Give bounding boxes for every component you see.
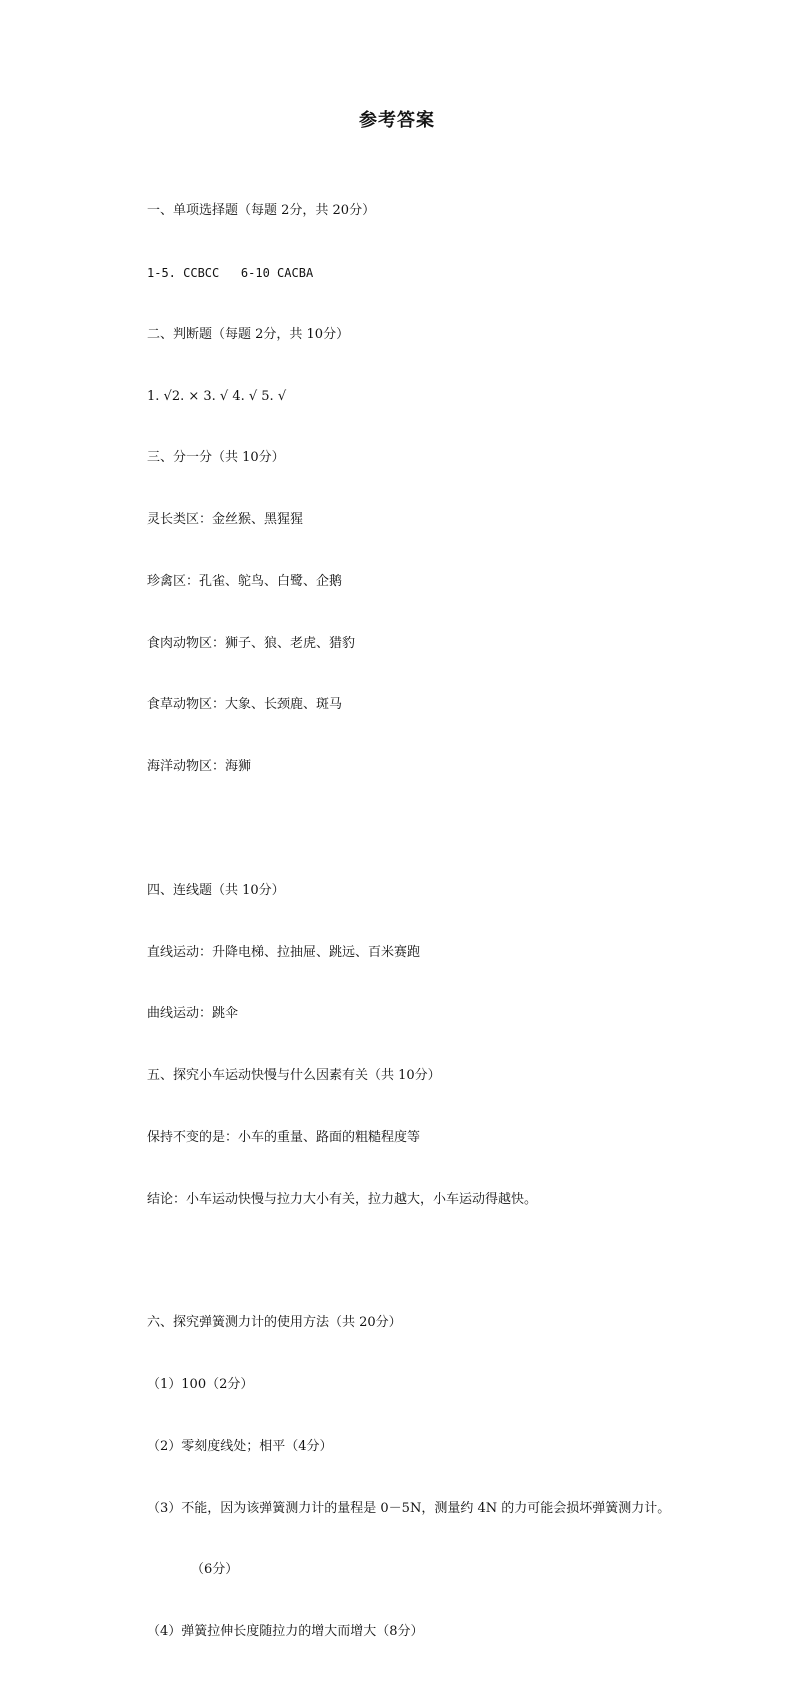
section-heading-single-choice: 一、单项选择题（每题 2分，共 20分） — [147, 203, 376, 219]
answer-content — [147, 160, 747, 1684]
classify-carnivores: 食肉动物区：狮子、狼、老虎、猎豹 — [147, 635, 356, 651]
section-heading-matching: 四、连线题（共 10分） — [147, 882, 285, 898]
section-heading-classify: 三、分一分（共 10分） — [147, 450, 285, 466]
classify-marine: 海洋动物区：海狮 — [147, 759, 252, 775]
matching-linear-motion: 直线运动：升降电梯、拉抽屉、跳远、百米赛跑 — [147, 944, 421, 960]
cart-speed-constants: 保持不变的是：小车的重量、路面的粗糙程度等 — [147, 1129, 421, 1145]
spring-scale-answer-4: （4）弹簧拉伸长度随拉力的增大而增大（8分） — [147, 1624, 424, 1640]
page-title: 参考答案 — [359, 110, 435, 131]
classify-herbivores: 食草动物区：大象、长颈鹿、斑马 — [147, 697, 343, 713]
true-false-answers: 1. √2. × 3. √ 4. √ 5. √ — [147, 388, 287, 404]
classify-rare-birds: 珍禽区：孔雀、鸵鸟、白鹭、企鹅 — [147, 573, 343, 589]
spacer — [147, 1251, 747, 1272]
cart-speed-conclusion: 结论：小车运动快慢与拉力大小有关，拉力越大，小车运动得越快。 — [147, 1191, 538, 1207]
spring-scale-answer-2: （2）零刻度线处；相平（4分） — [147, 1438, 333, 1454]
section-heading-true-false: 二、判断题（每题 2分，共 10分） — [147, 326, 350, 342]
spring-scale-answer-1: （1）100（2分） — [147, 1377, 254, 1393]
matching-curved-motion: 曲线运动：跳伞 — [147, 1006, 239, 1022]
single-choice-answers: 1-5. CCBCC 6-10 CACBA — [147, 265, 314, 280]
section-heading-spring-scale: 六、探究弹簧测力计的使用方法（共 20分） — [147, 1315, 402, 1331]
spacer — [147, 819, 747, 840]
spring-scale-answer-3-score: （6分） — [191, 1562, 239, 1578]
classify-primates: 灵长类区：金丝猴、黑猩猩 — [147, 512, 304, 528]
section-heading-cart-speed: 五、探究小车运动快慢与什么因素有关（共 10分） — [147, 1068, 441, 1084]
spring-scale-answer-3: （3）不能，因为该弹簧测力计的量程是 0－5N，测量约 4N 的力可能会损坏弹簧测力计。 — [147, 1500, 671, 1516]
